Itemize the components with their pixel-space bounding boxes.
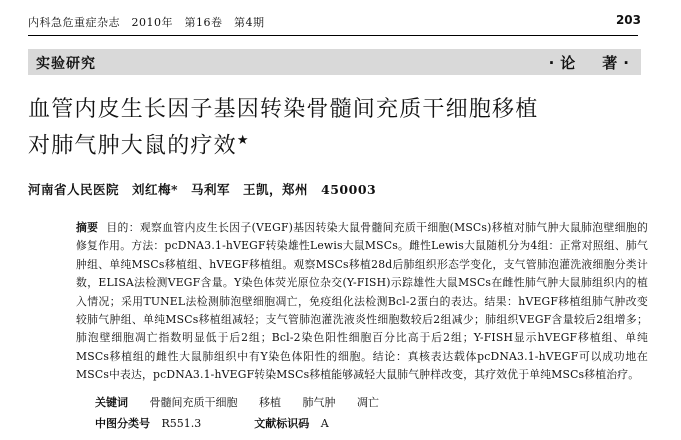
journal-header: 内科急危重症杂志 2010年 第16卷 第4期: [28, 16, 265, 29]
title-line-2-text: 对肺气肿大鼠的疗效: [28, 133, 237, 159]
doc-code-value: A: [320, 417, 329, 430]
author-affiliation: 河南省人民医院 刘红梅* 马利军 王凯，郑州 450003: [28, 182, 377, 197]
section-label: 实验研究: [36, 56, 96, 72]
keyword-item: 凋亡: [357, 396, 379, 409]
keyword-item: 移植: [259, 396, 281, 409]
keywords-label: 关键词: [95, 396, 128, 409]
section-bar: [28, 49, 641, 75]
abstract-text: 目的：观察血管内皮生长因子(VEGF)基因转染大鼠骨髓间充质干细胞(MSCs)移植对肺气肿大鼠肺泡壁细胞的修复作用。方法：pcDNA3.1-hVEGF转染雄性Lewis大鼠MSCs。雌性Lewis大鼠随机分为4组：正常对照组、肺气肿组、单纯MSCs移植组、hVEGF移植组。观察MSCs移植28d后肺组织形态学变化，支气管肺泡灌洗液细胞分类计数，ELISA法检测VEGF含量。Y染色体荧光原位杂交(Y-FISH)示踪雄性大鼠MSCs在雌性肺气肿大鼠肺组织内的植入情况；采用TUNEL法检测肺泡壁细胞凋亡，免疫组化法检测Bcl-2蛋白的表达。结果：hVEGF移植组肺气肿改变较肺气肿组、单纯MSCs移植组减轻；支气管肺泡灌洗液炎性细胞数较后2组减少；肺组织VEGF含量较后2组增多；肺泡壁细胞凋亡指数明显低于后2组；Bcl-2染色阳性细胞百分比高于后2组；Y-FISH显示hVEGF移植组、单纯MSCs移植组的雌性大鼠肺组织中有Y染色体阳性的细胞。结论：真核表达载体pcDNA3.1-hVEGF可以成功地在MSCs中表达，pcDNA3.1-hVEGF转染MSCs移植能够减轻大鼠肺气肿样改变，其疗效优于单纯MSCs移植治疗。: [76, 221, 648, 382]
funding-star-mark: ★: [236, 133, 250, 148]
title-line-1: 血管内皮生长因子基因转染骨髓间充质干细胞移植: [28, 97, 539, 122]
abstract: [76, 219, 648, 385]
keyword-item: 骨髓间充质干细胞: [149, 396, 238, 409]
clc-value: R551.3: [161, 417, 202, 430]
title-line-2: [28, 125, 648, 161]
keyword-item: 肺气肿: [302, 396, 336, 409]
clc-label: 中图分类号: [95, 417, 150, 430]
doc-code-label: 文献标识码: [254, 417, 310, 430]
header-rule: [28, 35, 638, 36]
keywords-line: [95, 394, 397, 410]
article-title: [28, 94, 648, 161]
classification-line: [95, 415, 329, 431]
abstract-label: 摘要: [76, 221, 99, 234]
page-number: 203: [615, 13, 641, 27]
article-type-label: ·论 著·: [548, 54, 635, 72]
